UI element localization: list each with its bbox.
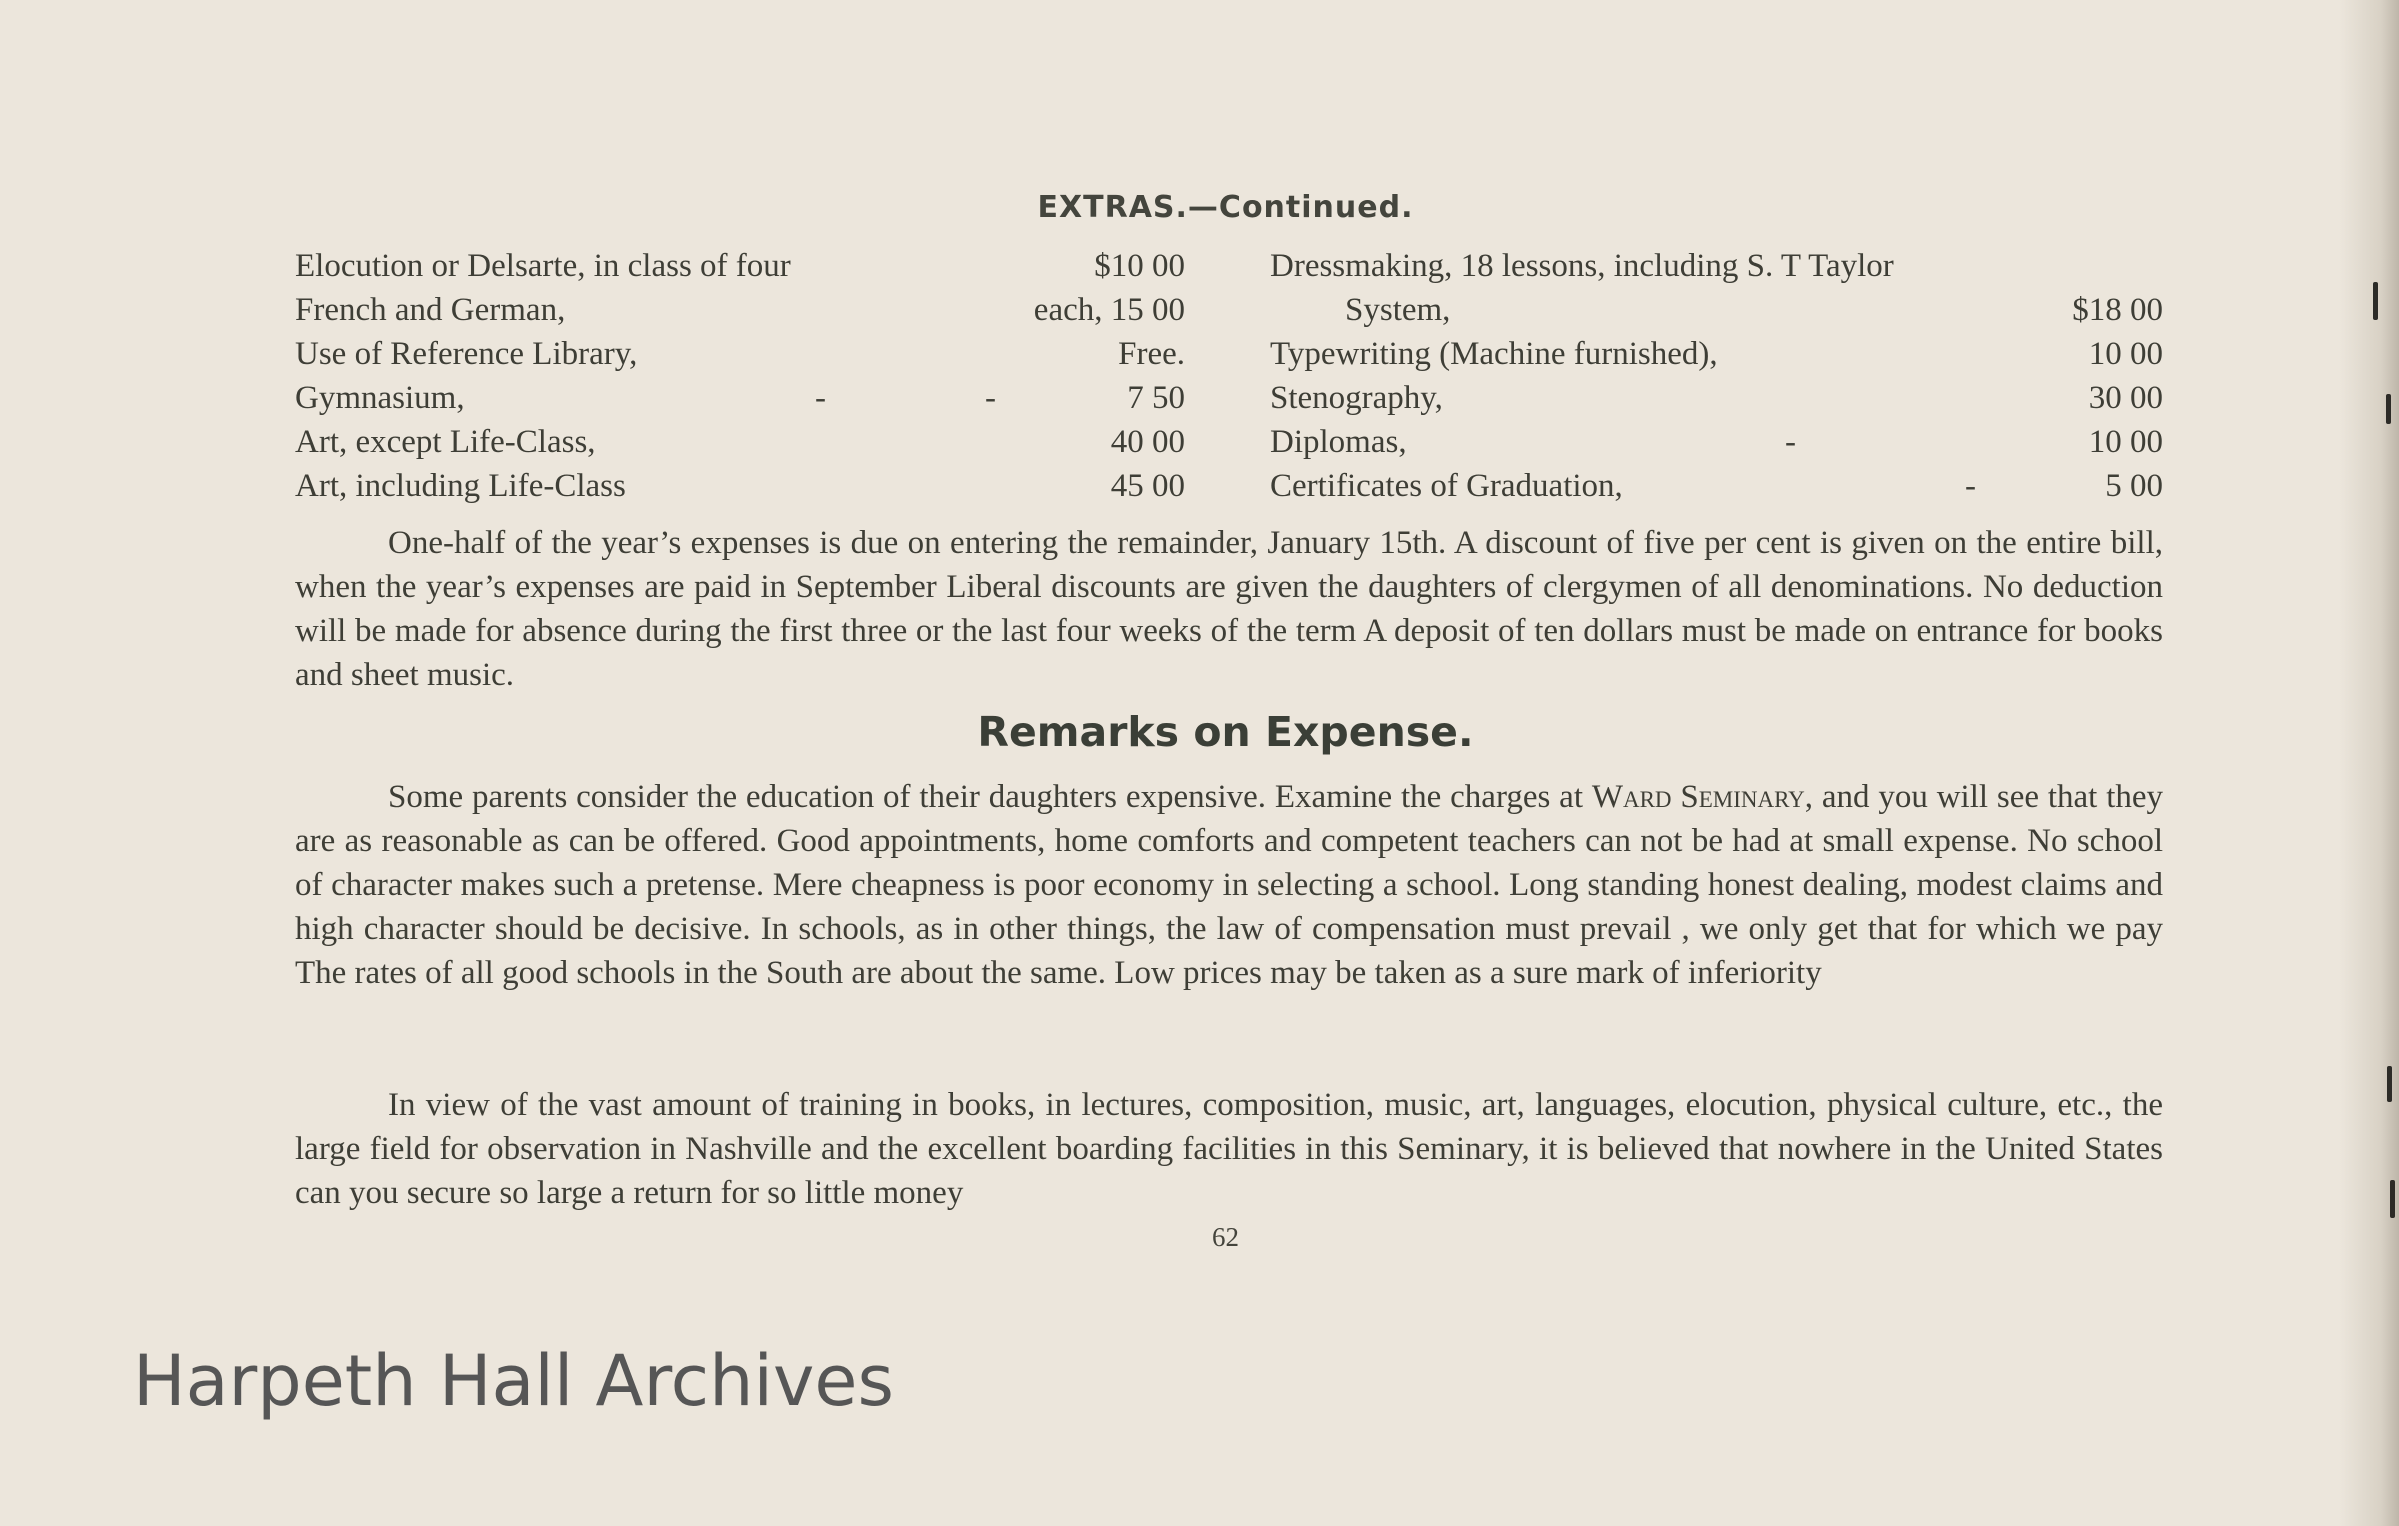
- school-name: Ward Seminary: [1591, 779, 1805, 815]
- list-item: [1270, 244, 2163, 288]
- item-label: Art, except Life-Class,: [295, 424, 596, 460]
- item-amount: 45 00: [1110, 468, 1185, 504]
- item-label: French and German,: [295, 292, 566, 328]
- item-label: Art, including Life-Class: [295, 468, 626, 504]
- list-item: [1270, 376, 2163, 420]
- item-amount: 40 00: [1110, 424, 1185, 460]
- paragraph-text: In view of the vast amount of training in books, in lectures, composition, music, art, languages, elocution, physical culture, etc., the large field for observation in Nashville and the excellent boarding facilities in this Seminary, it is believed that nowhere in the United States can you secure so large a return for so little money: [295, 1087, 2163, 1211]
- leader-dash: -: [1965, 468, 1976, 504]
- extras-list-left: [295, 244, 1185, 508]
- binding-mark: [2390, 1180, 2395, 1218]
- list-item: [1270, 288, 2163, 332]
- page-number: 62: [1212, 1222, 1239, 1252]
- binding-mark: [2387, 1066, 2392, 1102]
- leader-dash: -: [985, 380, 996, 416]
- item-label: Stenography,: [1270, 380, 1443, 416]
- item-amount: 7 50: [1127, 380, 1185, 416]
- item-amount: 5 00: [2105, 468, 2163, 504]
- payment-terms-paragraph: [295, 521, 2163, 697]
- item-amount: $18 00: [2072, 292, 2163, 328]
- item-label: Elocution or Delsarte, in class of four: [295, 248, 791, 284]
- list-item: [295, 288, 1185, 332]
- binding-mark: [2386, 394, 2391, 424]
- leader-dash: -: [1785, 424, 1796, 460]
- list-item: [295, 420, 1185, 464]
- page-edge-shadow: [2339, 0, 2399, 1526]
- item-label: Dressmaking, 18 lessons, including S. T Taylor: [1270, 248, 1894, 284]
- paragraph-text: One-half of the year’s expenses is due on entering the remainder, January 15th. A discount of five per cent is given on the entire bill, when the year’s expenses are paid in September Liberal discounts are given the daughters of clergymen of all denominations. No deduction will be made for absence during the first three or the last four weeks of the term A deposit of ten dollars must be made on entrance for books and sheet music.: [295, 525, 2163, 693]
- remarks-text-start: Some parents consider the education of their daughters expensive. Examine the charges at: [388, 779, 1583, 815]
- item-label: Certificates of Graduation,: [1270, 468, 1623, 504]
- remarks-heading: Remarks on Expense.: [977, 708, 1474, 756]
- item-amount: Free.: [1118, 336, 1185, 372]
- list-item: [295, 244, 1185, 288]
- item-label: Use of Reference Library,: [295, 336, 638, 372]
- extras-heading: EXTRAS.—Continued.: [1037, 190, 1414, 225]
- item-label: Diplomas,: [1270, 424, 1407, 460]
- item-amount: 30 00: [2088, 380, 2163, 416]
- remarks-paragraph-2: [295, 1083, 2163, 1215]
- item-label: Typewriting (Machine furnished),: [1270, 336, 1718, 372]
- item-amount: each, 15 00: [1033, 292, 1185, 328]
- list-item: [295, 332, 1185, 376]
- list-item: [1270, 420, 2163, 464]
- remarks-paragraph-1: [295, 775, 2163, 995]
- remarks-text-rest: , and you will see that they are as reasonable as can be offered. Good appointments, home comforts and competent teachers can not be had at small expense. No school of character makes such a pretense. Mere cheapness is poor economy in selecting a school. Long standing honest dealing, modest claims and high character should be decisive. In schools, as in other things, the law of compensation must prevail , we only get that for which we pay The rates of all good schools in the South are about the same. Low prices may be taken as a sure mark of inferiority: [295, 779, 2164, 991]
- list-item: [1270, 332, 2163, 376]
- item-amount: 10 00: [2088, 424, 2163, 460]
- paragraph-text: [295, 775, 2163, 995]
- list-item: [295, 464, 1185, 508]
- item-amount: 10 00: [2088, 336, 2163, 372]
- item-amount: $10 00: [1094, 248, 1185, 284]
- list-item: [1270, 464, 2163, 508]
- item-label: Gymnasium,: [295, 380, 465, 416]
- list-item: [295, 376, 1185, 420]
- item-label: System,: [1345, 292, 1451, 328]
- leader-dash: -: [815, 380, 826, 416]
- archive-watermark: Harpeth Hall Archives: [133, 1340, 894, 1422]
- extras-list-right: [1270, 244, 2163, 508]
- binding-mark: [2373, 282, 2378, 320]
